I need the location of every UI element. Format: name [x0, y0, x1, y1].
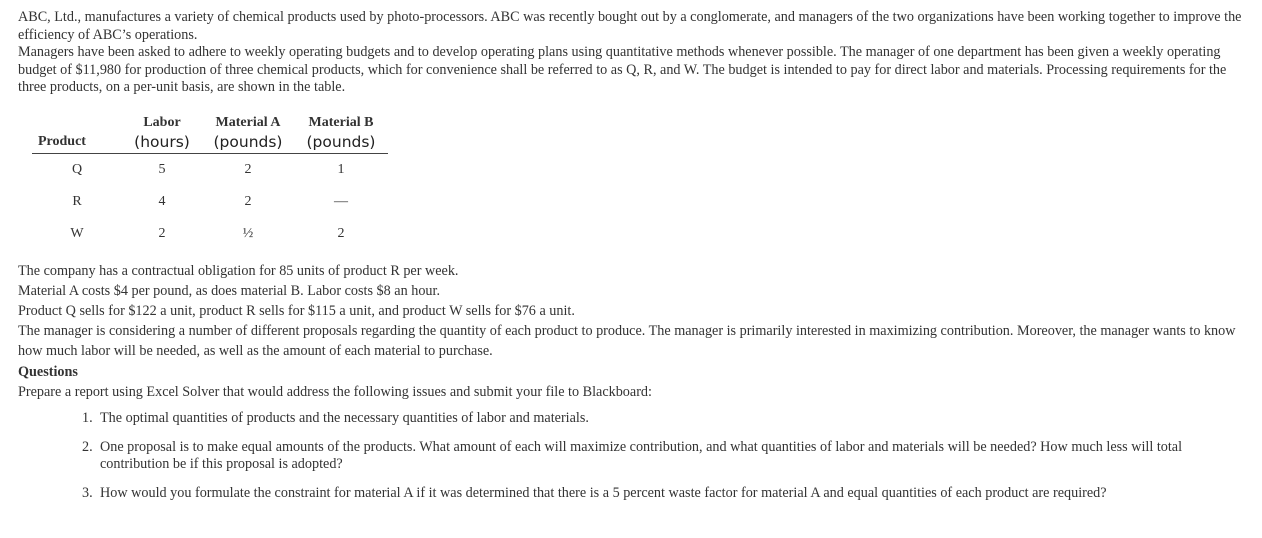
list-item	[18, 485, 1235, 502]
cell-material-b: —	[334, 193, 348, 209]
processing-requirements-table-wrap	[18, 111, 1250, 261]
document-page	[18, 9, 1250, 514]
table-row	[32, 218, 388, 250]
header-product: Product	[32, 131, 122, 154]
cell-product: R	[72, 193, 82, 209]
questions-instruction: Prepare a report using Excel Solver that would address the following issues and submit your file to Blackboard:	[18, 383, 652, 400]
table-header-row-bottom	[32, 131, 388, 154]
processing-requirements-table	[32, 111, 388, 250]
header-top-material-b: Material B	[308, 114, 374, 130]
cell-labor: 5	[158, 161, 166, 177]
question-number: 3.	[82, 484, 93, 501]
header-top-product	[32, 111, 122, 131]
list-item	[18, 410, 1235, 427]
question-text: How would you formulate the constraint for material A if it was determined that there is a 5 percent waste factor for material A and equal quantities of each product are required?	[100, 484, 1107, 501]
question-text: The optimal quantities of products and the necessary quantities of labor and materials.	[100, 409, 589, 426]
question-number: 1.	[82, 409, 93, 426]
header-material-b-unit: (pounds)	[294, 131, 388, 154]
header-top-material-a: Material A	[215, 114, 281, 130]
table-header-row-top	[32, 111, 388, 131]
header-labor-unit: (hours)	[122, 131, 202, 154]
table-row	[32, 186, 388, 218]
questions-heading: Questions	[18, 363, 78, 380]
cell-labor: 4	[158, 193, 166, 209]
cell-material-a: 2	[244, 193, 252, 209]
question-text: One proposal is to make equal amounts of the products. What amount of each will maximize contribution, and what quantities of labor and materials will be needed? How much less will total contribution be if this proposal is adopted?	[100, 438, 1183, 472]
intro-paragraph-2: Managers have been asked to adhere to weekly operating budgets and to develop operating plans using quantitative methods whenever possible. The manager of one department has been given a weekly operating budget of $11,980 for production of three chemical products, which for convenience shall be referred to as Q, R, and W. The budget is intended to pay for direct labor and materials. Processing requirements for the three products, on a per-unit basis, are shown in the table.	[18, 44, 1227, 95]
cell-labor: 2	[158, 225, 166, 241]
fact-proposals: The manager is considering a number of different proposals regarding the quantity of each product to produce. The manager is primarily interested in maximizing contribution. Moreover, the manager wants to know how much labor will be needed, as well as the amount of each material to purchase.	[18, 322, 1236, 359]
cell-material-b: 1	[337, 161, 345, 177]
header-top-labor: Labor	[143, 114, 181, 130]
fact-costs: Material A costs $4 per pound, as does material B. Labor costs $8 an hour.	[18, 282, 440, 299]
fact-prices: Product Q sells for $122 a unit, product R sells for $115 a unit, and product W sells for $76 a unit.	[18, 302, 575, 319]
intro-paragraph-1: ABC, Ltd., manufactures a variety of chemical products used by photo-processors. ABC was recently bought out by a conglomerate, and managers of the two organizations have been working together to improve the efficiency of ABC’s operations.	[18, 9, 1242, 43]
questions-list	[18, 410, 1250, 502]
cell-product: W	[70, 225, 84, 241]
header-material-a-unit: (pounds)	[202, 131, 294, 154]
cell-product: Q	[71, 161, 83, 177]
list-item	[18, 439, 1235, 473]
question-number: 2.	[82, 438, 93, 455]
table-row	[32, 153, 388, 186]
cell-material-b: 2	[337, 225, 345, 241]
cell-material-a: 2	[244, 161, 252, 177]
cell-material-a: ½	[242, 225, 254, 241]
fact-contract: The company has a contractual obligation for 85 units of product R per week.	[18, 262, 459, 279]
